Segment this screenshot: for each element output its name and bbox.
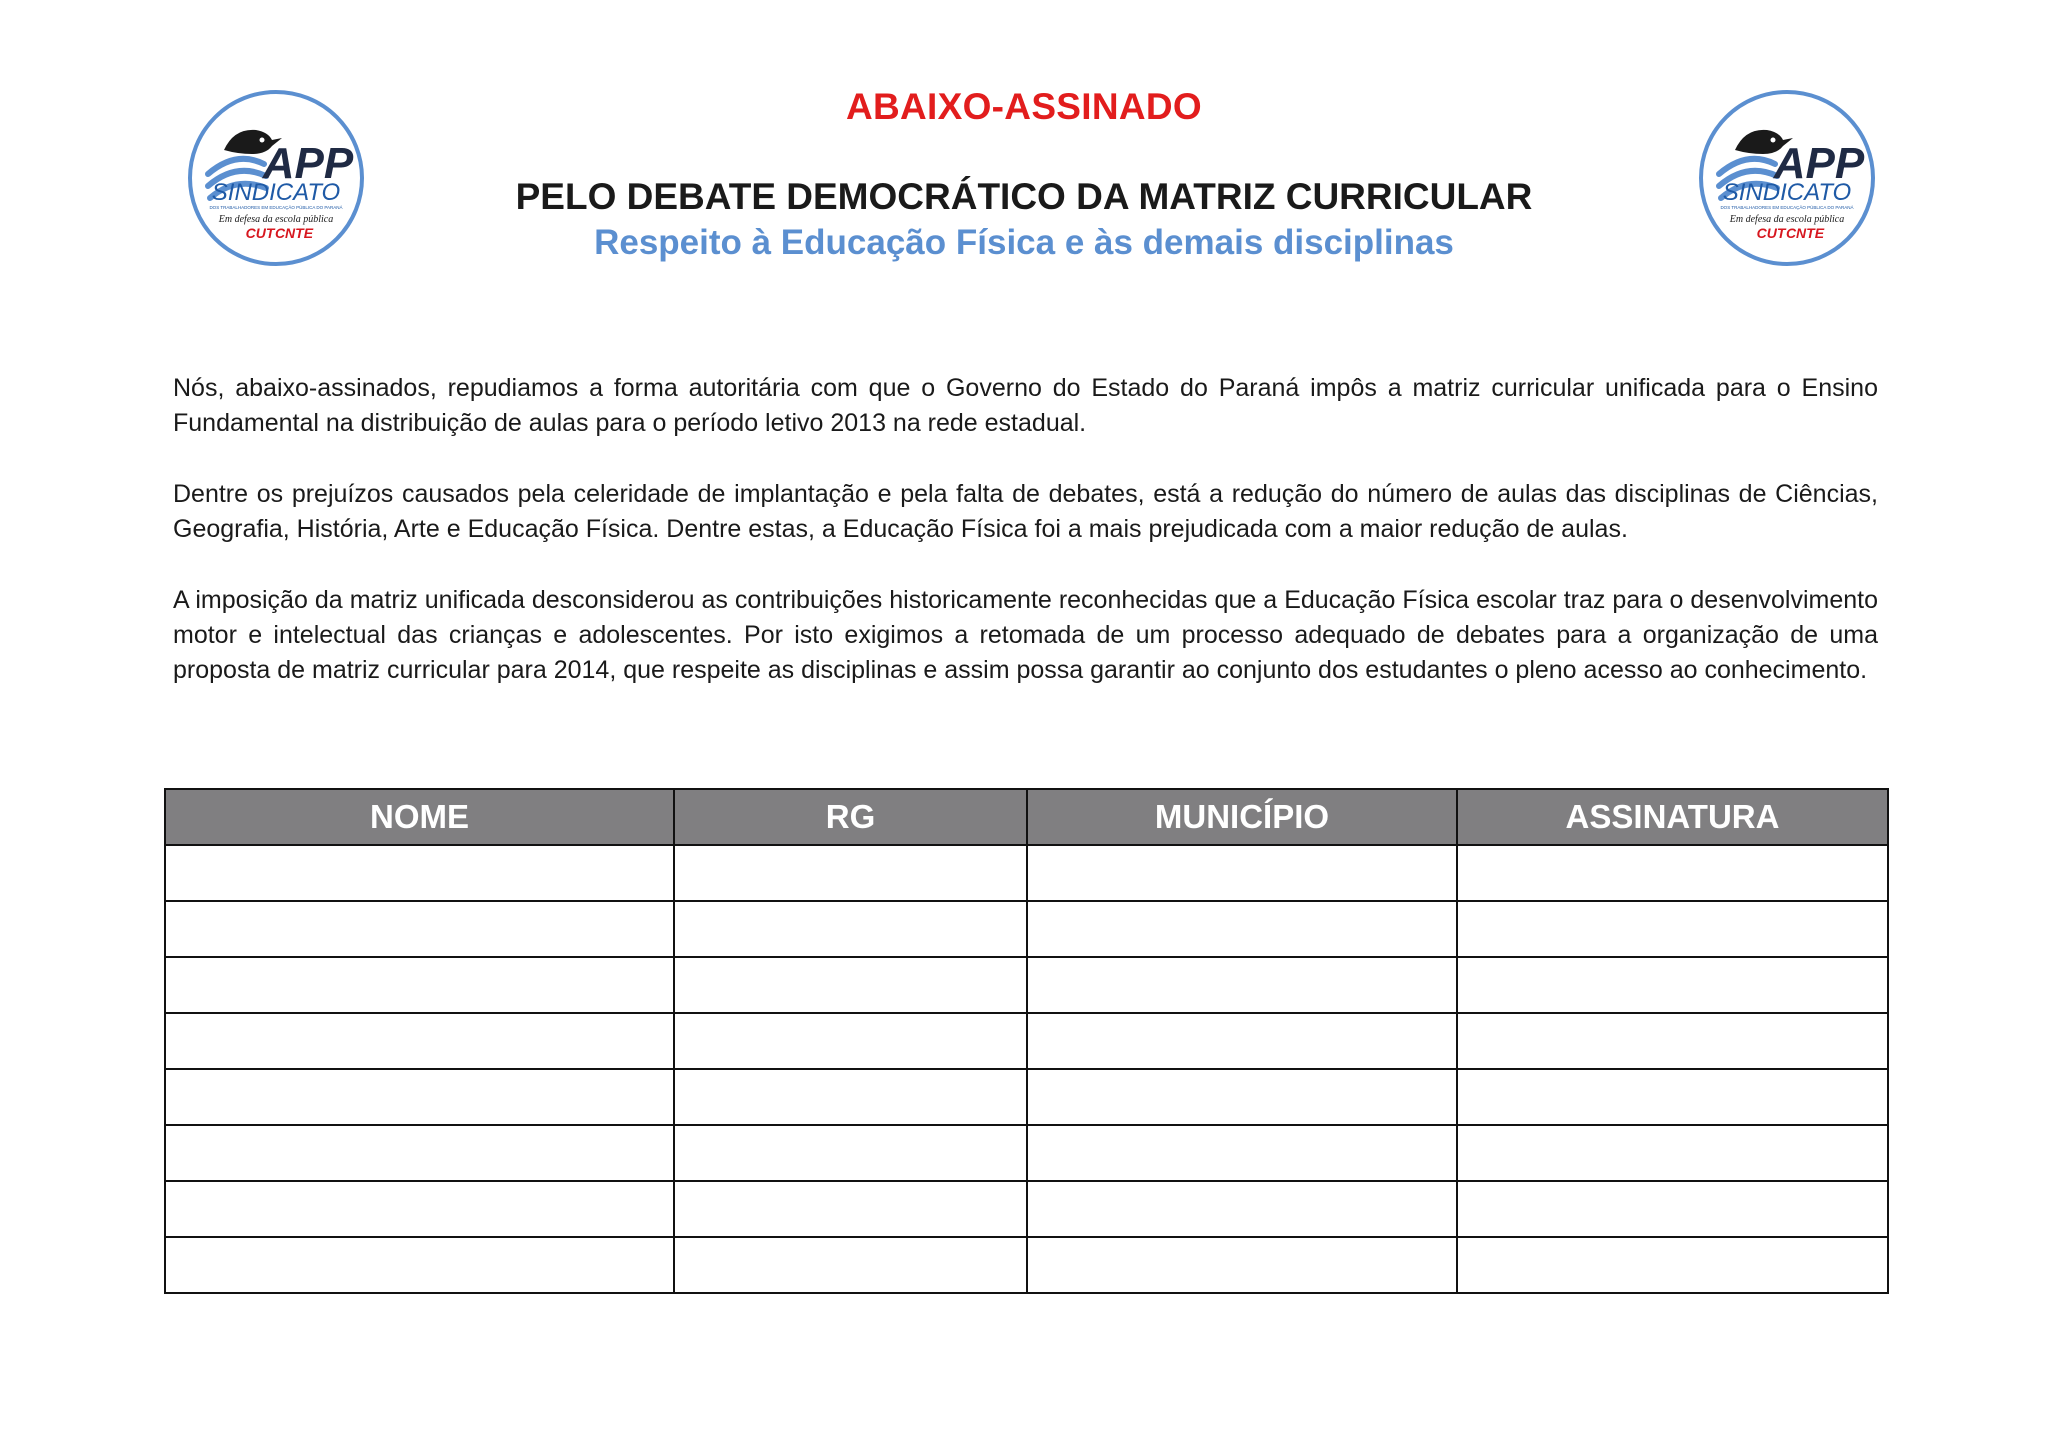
column-header-rg: RG <box>674 789 1027 845</box>
svg-text:CUT: CUT <box>1756 225 1786 241</box>
body-paragraph: Dentre os prejuízos causados pela celeridade de implantação e pela falta de debates, está a redução do número de aulas das disciplinas de Ciências, Geografia, História, Arte e Educação Física. Dentre estas, a Educação Física foi a mais prejudicada com a maior redução de aulas. <box>173 480 1878 543</box>
rg-cell[interactable] <box>674 1013 1027 1069</box>
svg-text:CNTE: CNTE <box>1785 225 1825 241</box>
document-title: ABAIXO-ASSINADO <box>845 86 1203 127</box>
nome-cell[interactable] <box>165 957 674 1013</box>
municipio-cell[interactable] <box>1027 1125 1457 1181</box>
table-row <box>165 1013 1888 1069</box>
municipio-cell[interactable] <box>1027 1181 1457 1237</box>
table-row <box>165 1181 1888 1237</box>
nome-cell[interactable] <box>165 845 674 901</box>
svg-text:APP: APP <box>1773 139 1865 188</box>
column-header-nome: NOME <box>165 789 674 845</box>
nome-cell[interactable] <box>165 1237 674 1293</box>
svg-text:APP: APP <box>262 139 354 188</box>
nome-cell[interactable] <box>165 1013 674 1069</box>
assinatura-cell[interactable] <box>1457 1181 1888 1237</box>
rg-cell[interactable] <box>674 1237 1027 1293</box>
rg-cell[interactable] <box>674 1069 1027 1125</box>
rg-cell[interactable] <box>674 1125 1027 1181</box>
table-row <box>165 957 1888 1013</box>
nome-cell[interactable] <box>165 901 674 957</box>
svg-text:CNTE: CNTE <box>274 225 314 241</box>
column-header-municipio: MUNICÍPIO <box>1027 789 1457 845</box>
rg-cell[interactable] <box>674 957 1027 1013</box>
table-row <box>165 845 1888 901</box>
assinatura-cell[interactable] <box>1457 1013 1888 1069</box>
rg-cell[interactable] <box>674 1181 1027 1237</box>
rg-cell[interactable] <box>674 845 1027 901</box>
svg-text:SINDICATO: SINDICATO <box>1722 179 1852 206</box>
signature-table <box>164 788 1889 1294</box>
table-row <box>165 1237 1888 1293</box>
svg-text:SINDICATO: SINDICATO <box>211 179 341 206</box>
table-row <box>165 1069 1888 1125</box>
table-header-row <box>165 789 1888 845</box>
assinatura-cell[interactable] <box>1457 1125 1888 1181</box>
municipio-cell[interactable] <box>1027 1069 1457 1125</box>
table-body <box>165 845 1888 1293</box>
column-header-assinatura: ASSINATURA <box>1457 789 1888 845</box>
svg-text:Em defesa da escola pública: Em defesa da escola pública <box>218 214 334 225</box>
assinatura-cell[interactable] <box>1457 957 1888 1013</box>
table-row <box>165 1125 1888 1181</box>
body-paragraph: A imposição da matriz unificada desconsiderou as contribuições historicamente reconhecidas que a Educação Física escolar traz para o desenvolvimento motor e intelectual das crianças e adolescentes. Por isto exigimos a retomada de um processo adequado de debates para a organização de uma proposta de matriz curricular para 2014, que respeite as disciplinas e assim possa garantir ao conjunto dos estudantes o pleno acesso ao conhecimento. <box>173 586 1878 684</box>
document-heading: PELO DEBATE DEMOCRÁTICO DA MATRIZ CURRICULAR <box>515 176 1533 217</box>
svg-text:DOS TRABALHADORES EM EDUCAÇÃO: DOS TRABALHADORES EM EDUCAÇÃO PÚBLICA DO PARANÁ <box>209 205 343 210</box>
table-row <box>165 901 1888 957</box>
municipio-cell[interactable] <box>1027 1013 1457 1069</box>
assinatura-cell[interactable] <box>1457 1069 1888 1125</box>
nome-cell[interactable] <box>165 1069 674 1125</box>
rg-cell[interactable] <box>674 901 1027 957</box>
svg-text:Em defesa da escola pública: Em defesa da escola pública <box>1729 214 1845 225</box>
municipio-cell[interactable] <box>1027 1237 1457 1293</box>
document-subtitle: Respeito à Educação Física e às demais disciplinas <box>594 223 1454 262</box>
svg-text:DOS TRABALHADORES EM EDUCAÇÃO: DOS TRABALHADORES EM EDUCAÇÃO PÚBLICA DO PARANÁ <box>1720 205 1854 210</box>
assinatura-cell[interactable] <box>1457 845 1888 901</box>
nome-cell[interactable] <box>165 1181 674 1237</box>
municipio-cell[interactable] <box>1027 845 1457 901</box>
svg-text:CUT: CUT <box>245 225 275 241</box>
municipio-cell[interactable] <box>1027 901 1457 957</box>
nome-cell[interactable] <box>165 1125 674 1181</box>
assinatura-cell[interactable] <box>1457 1237 1888 1293</box>
assinatura-cell[interactable] <box>1457 901 1888 957</box>
municipio-cell[interactable] <box>1027 957 1457 1013</box>
body-paragraph: Nós, abaixo-assinados, repudiamos a forma autoritária com que o Governo do Estado do Paraná impôs a matriz curricular unificada para o Ensino Fundamental na distribuição de aulas para o período letivo 2013 na rede estadual. <box>173 374 1878 437</box>
